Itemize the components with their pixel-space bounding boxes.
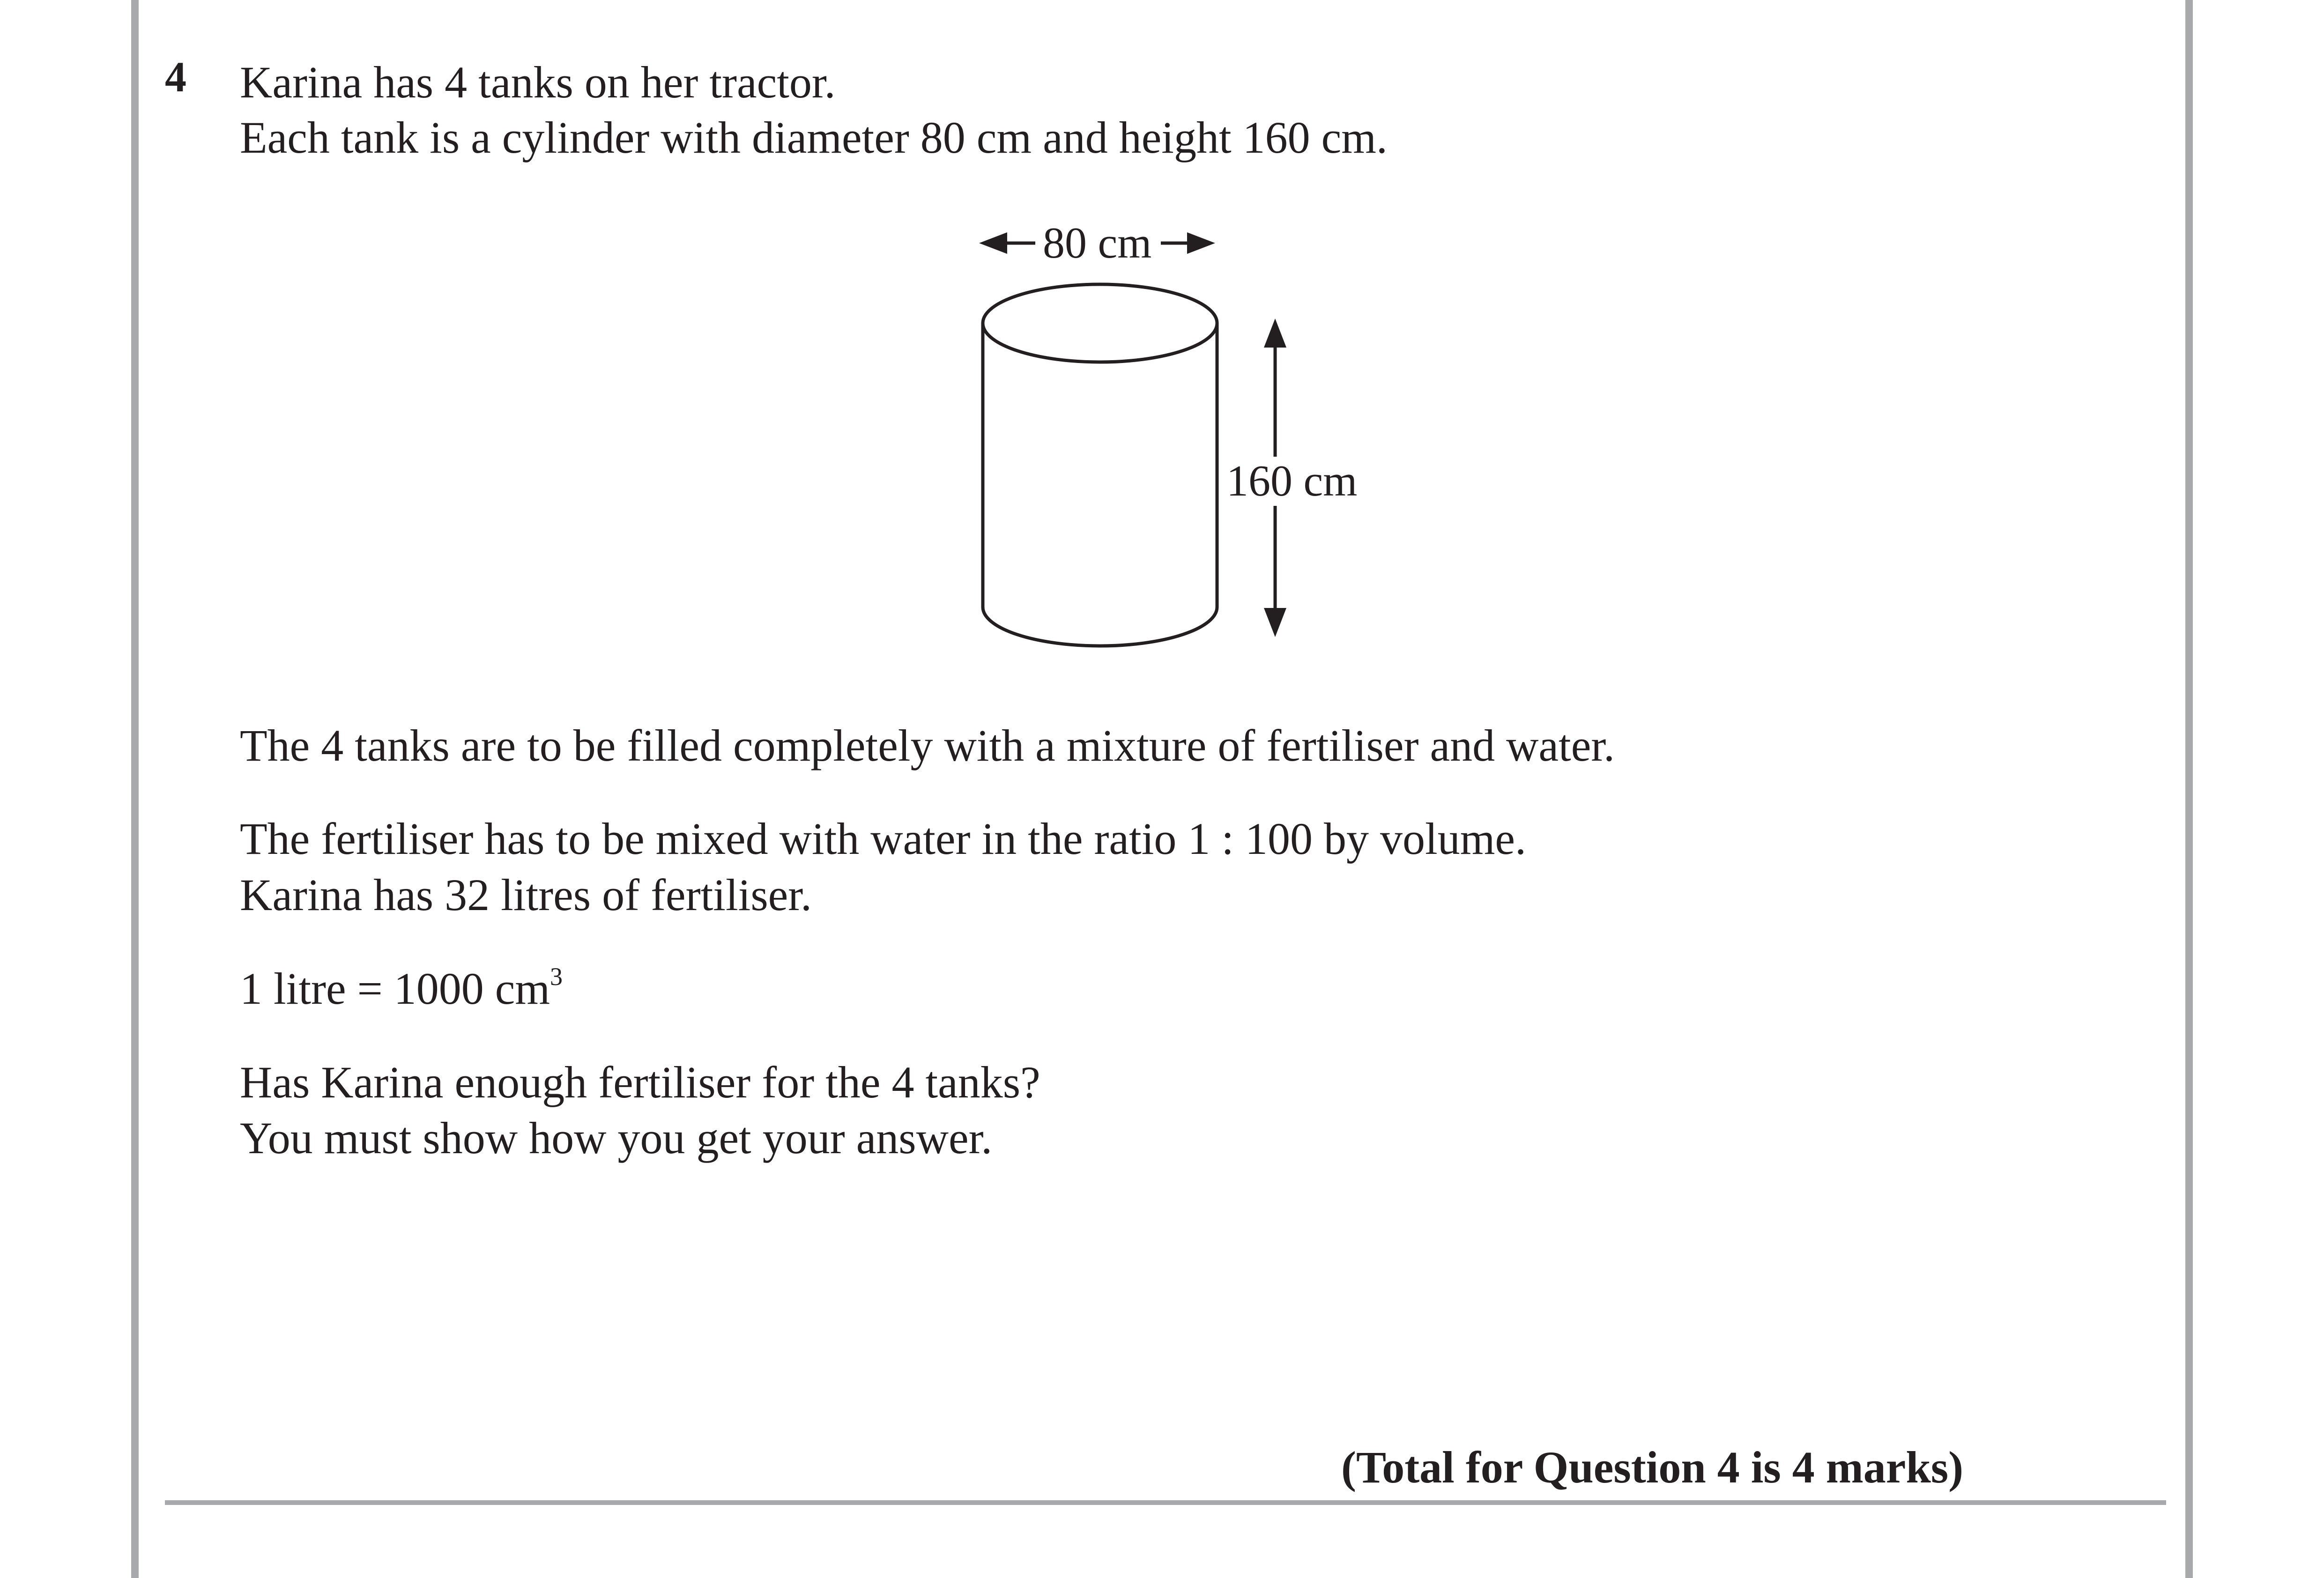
cylinder-shape [983, 284, 1217, 646]
question-number: 4 [165, 53, 186, 101]
unit-conversion-superscript: 3 [550, 963, 563, 991]
height-label: 160 cm [1226, 457, 1358, 505]
intro-line-1: Karina has 4 tanks on her tractor. [240, 57, 836, 107]
para-ratio: The fertiliser has to be mixed with water in the ratio 1 : 100 by volume. [240, 814, 1526, 864]
diameter-label: 80 cm [1043, 219, 1152, 267]
para-amount: Karina has 32 litres of fertiliser. [240, 870, 812, 920]
para-fill: The 4 tanks are to be filled completely with a mixture of fertiliser and water. [240, 720, 1615, 770]
ask-line-2: You must show how you get your answer. [240, 1113, 993, 1163]
intro-line-2: Each tank is a cylinder with diameter 80 cm and height 160 cm. [240, 112, 1388, 163]
total-marks: (Total for Question 4 is 4 marks) [1341, 1442, 1964, 1492]
question-end-rule [165, 1500, 2166, 1505]
unit-conversion-text: 1 litre = 1000 cm [240, 963, 550, 1014]
unit-conversion [240, 963, 563, 1014]
ask-line-1: Has Karina enough fertiliser for the 4 tanks? [240, 1057, 1040, 1107]
